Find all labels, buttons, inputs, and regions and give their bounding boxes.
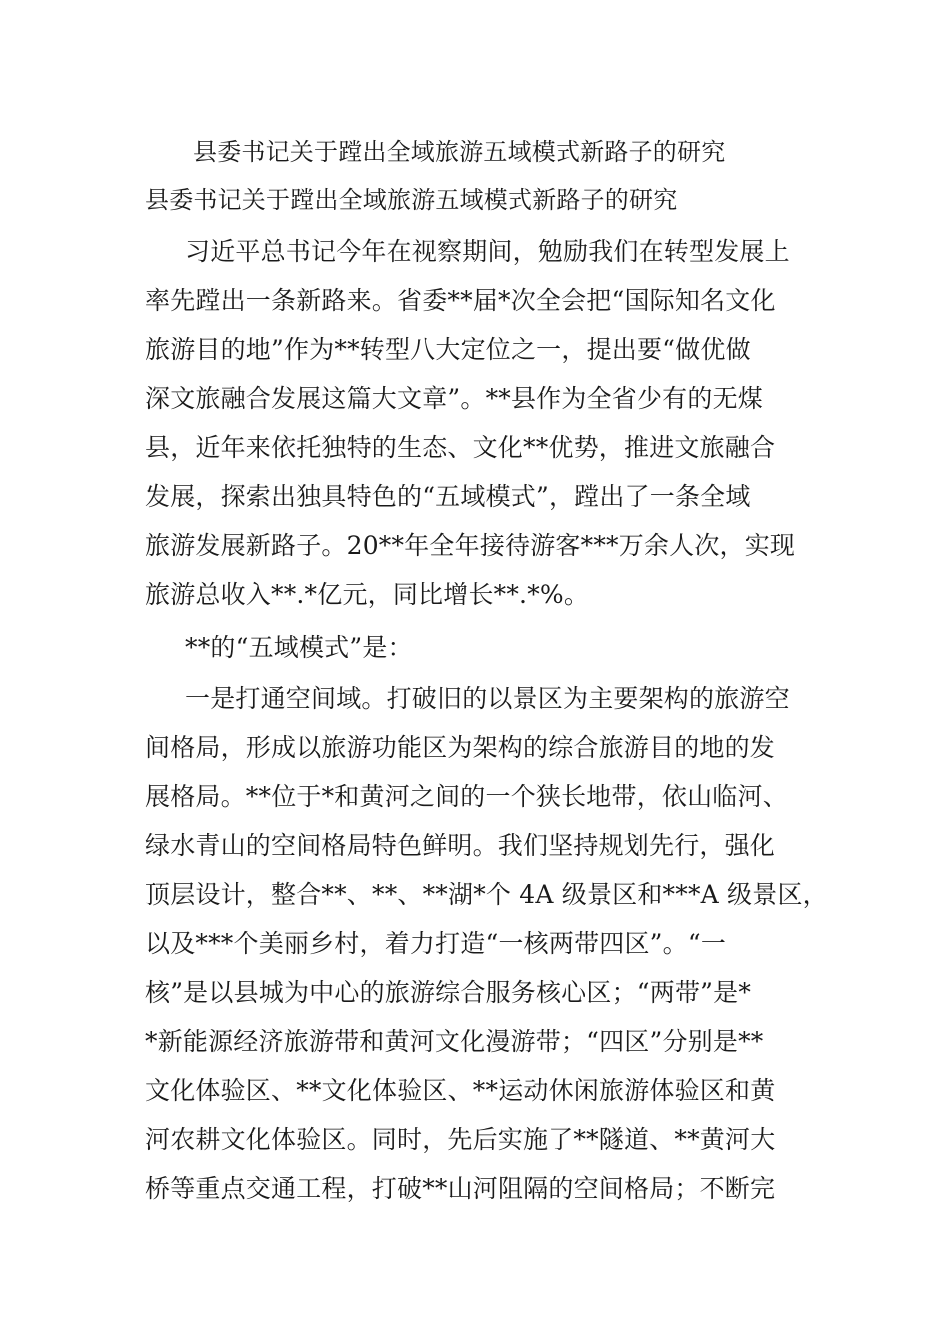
body-line: 桥等重点交通工程，打破**山河阻隔的空间格局；不断完 <box>145 1174 776 1203</box>
body-line: 顶层设计，整合**、**、**湖*个 4A 级景区和***A 级景区， <box>145 880 828 909</box>
document-title: 县委书记关于蹚出全域旅游五域模式新路子的研究 <box>193 138 726 166</box>
body-line: 旅游目的地”作为**转型八大定位之一，提出要“做优做 <box>145 335 751 364</box>
body-line: 文化体验区、**文化体验区、**运动休闲旅游体验区和黄 <box>145 1076 776 1105</box>
body-line: 发展，探索出独具特色的“五域模式”，蹚出了一条全域 <box>145 482 751 511</box>
section-intro: **的“五域模式”是： <box>185 633 413 662</box>
body-line: 县，近年来依托独特的生态、文化**优势，推进文旅融合 <box>145 433 776 462</box>
body-line: 绿水青山的空间格局特色鲜明。我们坚持规划先行，强化 <box>145 831 776 860</box>
body-line: 核”是以县城为中心的旅游综合服务核心区；“两带”是* <box>145 978 752 1007</box>
body-line: 率先蹚出一条新路来。省委**届*次全会把“国际知名文化 <box>145 286 776 315</box>
body-line: 河农耕文化体验区。同时，先后实施了**隧道、**黄河大 <box>145 1125 776 1154</box>
body-line: 展格局。**位于*和黄河之间的一个狭长地带，依山临河、 <box>145 782 788 811</box>
body-line: 旅游发展新路子。20**年全年接待游客***万余人次，实现 <box>145 531 796 560</box>
body-line: 以及***个美丽乡村，着力打造“一核两带四区”。“一 <box>145 929 727 958</box>
body-line: 一是打通空间域。打破旧的以景区为主要架构的旅游空 <box>185 684 790 713</box>
body-line: 旅游总收入**.*亿元，同比增长**.*%。 <box>145 580 590 609</box>
body-line: *新能源经济旅游带和黄河文化漫游带；“四区”分别是** <box>145 1027 764 1056</box>
document-subtitle: 县委书记关于蹚出全域旅游五域模式新路子的研究 <box>145 186 678 214</box>
body-line: 深文旅融合发展这篇大文章”。**县作为全省少有的无煤 <box>145 384 763 413</box>
body-line: 间格局，形成以旅游功能区为架构的综合旅游目的地的发 <box>145 733 776 762</box>
body-line: 习近平总书记今年在视察期间，勉励我们在转型发展上 <box>185 237 790 266</box>
